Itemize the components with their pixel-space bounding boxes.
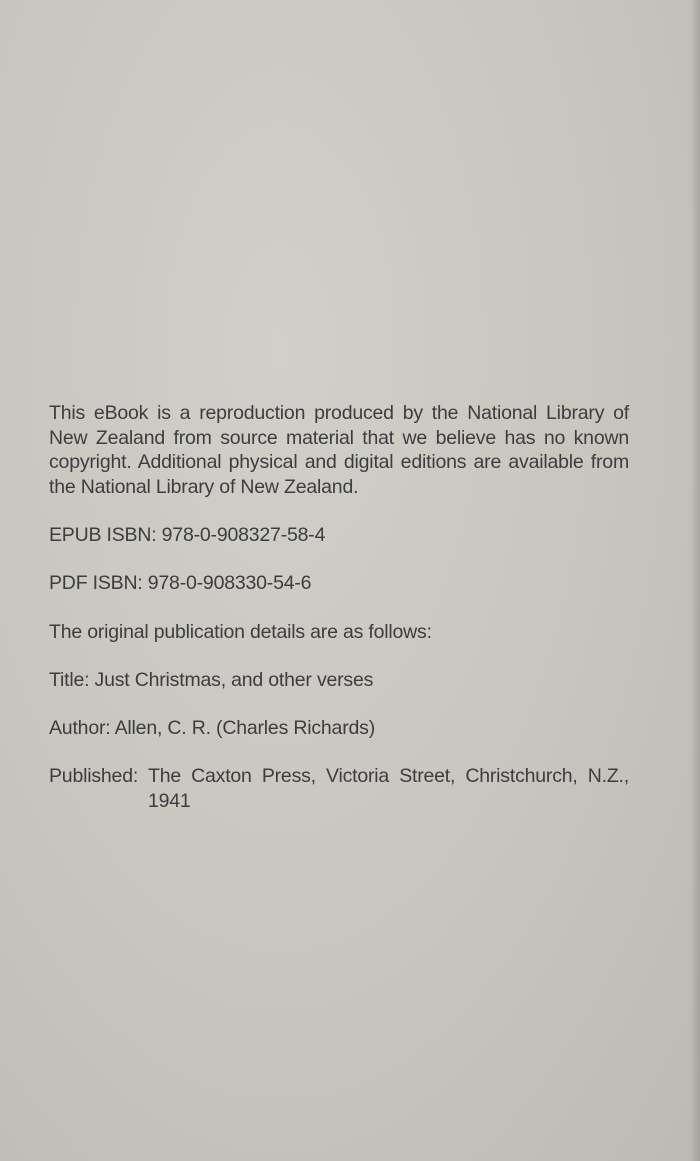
pdf-isbn: PDF ISBN: 978-0-908330-54-6 <box>49 572 312 594</box>
reproduction-notice: This eBook is a reproduction produced by the National Library of New Zealand from source material that we believe has no known copyright. Additional physical and digital editions are available from the National Library of New Zealand. <box>49 402 629 498</box>
publication-info <box>49 401 629 814</box>
published-label: Published: <box>49 765 139 787</box>
published-value: The Caxton Press, Victoria Street, Christchurch, N.Z., 1941 <box>148 765 629 812</box>
epub-isbn: EPUB ISBN: 978-0-908327-58-4 <box>49 524 326 546</box>
published-details <box>49 764 629 814</box>
book-author: Author: Allen, C. R. (Charles Richards) <box>49 717 375 739</box>
book-title: Title: Just Christmas, and other verses <box>49 669 374 691</box>
original-details-intro: The original publication details are as follows: <box>49 621 432 643</box>
